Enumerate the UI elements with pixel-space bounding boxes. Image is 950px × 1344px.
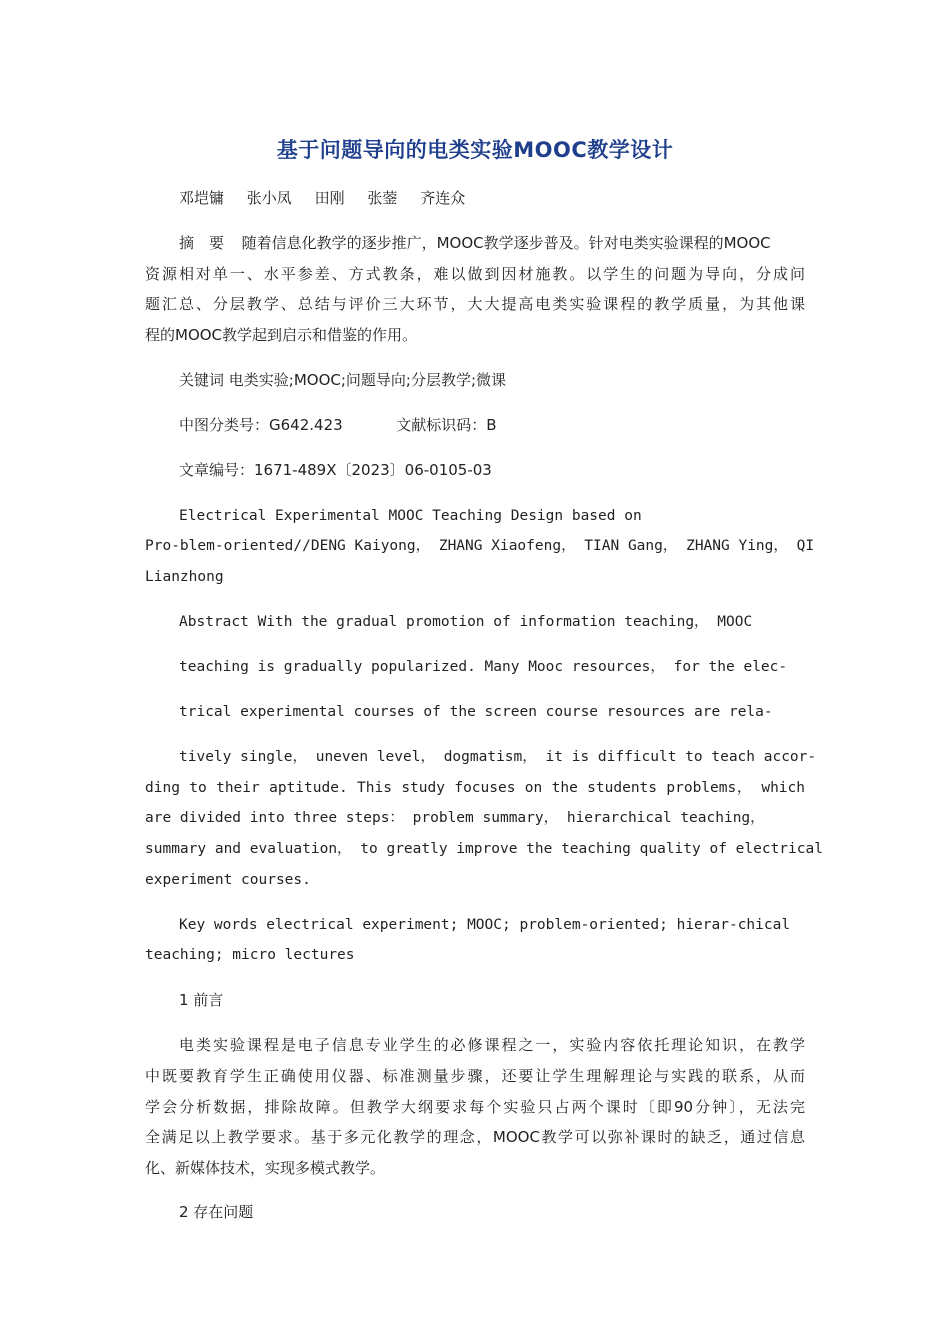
abstract-en-text: experiment courses. [145, 872, 311, 888]
author-list [179, 188, 465, 208]
body-paragraph-line: 全满足以上教学要求。基于多元化教学的理念，MOOC教学可以弥补课时的缺乏，通过信息 [145, 1128, 805, 1146]
abstract-en-text: Abstract With the gradual promotion of information teaching， MOOC [179, 614, 753, 630]
body-paragraph-line: 化、新媒体技术，实现多模式教学。 [145, 1159, 386, 1177]
abstract-en-text: are divided into three steps： problem summary， hierarchical teaching， [145, 810, 765, 826]
abstract-en-text: teaching is gradually popularized. Many Mooc resources， for the elec- [179, 659, 788, 675]
author-name: 田刚 [314, 189, 345, 207]
abstract-en-text: summary and evaluation， to greatly improve the teaching quality of electrical [145, 841, 823, 857]
classification-line [179, 415, 497, 435]
abstract-en-text: trical experimental courses of the screen course resources are rela- [179, 704, 773, 720]
author-name: 张小凤 [246, 189, 292, 207]
author-name: 张蓥 [367, 189, 398, 207]
document-code: 文献标识码：B [396, 416, 497, 434]
keywords-en: teaching; micro lectures [145, 947, 355, 963]
english-title: Lianzhong [145, 569, 224, 585]
body-paragraph-line: 电类实验课程是电子信息专业学生的必修课程之一，实验内容依托理论知识，在教学 [179, 1036, 805, 1054]
english-title: Pro-blem-oriented//DENG Kaiyong， ZHANG Xiaofeng， TIAN Gang， ZHANG Ying， QI [145, 538, 815, 554]
abstract-cn-text: 程的MOOC教学起到启示和借鉴的作用。 [145, 326, 418, 344]
clc-number: 中图分类号：G642.423 [179, 416, 343, 434]
author-name: 邓垲镛 [179, 189, 225, 207]
abstract-cn-label: 摘 要 [179, 234, 225, 252]
abstract-cn-first-line [179, 233, 771, 253]
paper-title: 基于问题导向的电类实验MOOC教学设计 [276, 138, 674, 162]
english-title: Electrical Experimental MOOC Teaching Design based on [179, 508, 642, 524]
author-name: 齐连众 [420, 189, 466, 207]
section-heading: 1 前言 [179, 991, 224, 1009]
keywords-en: Key words electrical experiment; MOOC; problem-oriented; hierar-chical [179, 917, 791, 933]
section-heading: 2 存在问题 [179, 1203, 254, 1221]
abstract-en-text: tively single， uneven level， dogmatism， it is difficult to teach accor- [179, 749, 817, 765]
abstract-cn-text: 题汇总、分层教学、总结与评价三大环节，大大提高电类实验课程的教学质量，为其他课 [145, 295, 805, 313]
abstract-en-text: ding to their aptitude. This study focuses on the students problems， which [145, 780, 805, 796]
abstract-cn-text: 资源相对单一、水平参差、方式教条，难以做到因材施教。以学生的问题为导向，分成问 [145, 265, 805, 283]
body-paragraph-line: 中既要教育学生正确使用仪器、标准测量步骤，还要让学生理解理论与实践的联系，从而 [145, 1067, 805, 1085]
article-number: 文章编号：1671-489X〔2023〕06-0105-03 [179, 461, 492, 479]
abstract-cn-text: 随着信息化教学的逐步推广，MOOC教学逐步普及。针对电类实验课程的MOOC [241, 234, 771, 252]
keywords-cn: 关键词 电类实验;MOOC;问题导向;分层教学;微课 [179, 371, 507, 389]
body-paragraph-line: 学会分析数据，排除故障。但教学大纲要求每个实验只占两个课时〔即90分钟〕，无法完 [145, 1098, 805, 1116]
